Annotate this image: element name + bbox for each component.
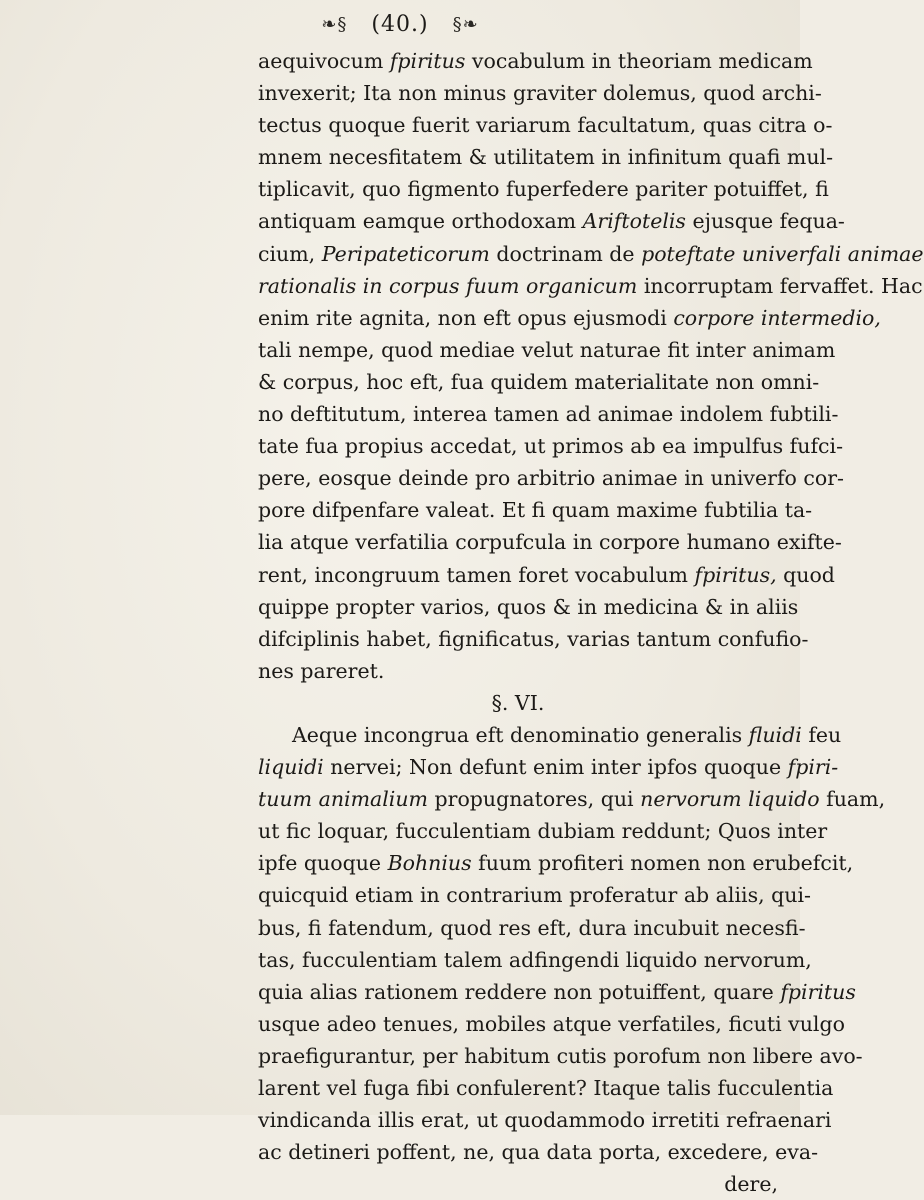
- text-segment: pere, eosque deinde pro arbitrio animae in univerfo cor-: [258, 466, 844, 491]
- text-segment: vocabulum in theoriam medicam: [465, 49, 813, 73]
- text-segment: fpiritus: [389, 49, 466, 73]
- text-segment: nes pareret.: [258, 658, 385, 683]
- text-segment: tate fua propius accedat, ut primos ab ea impulfus fufci-: [258, 434, 844, 459]
- catchword-line: [258, 1168, 778, 1200]
- text-segment: ut fic loquar, fucculentiam dubiam reddunt; Quos inter: [258, 819, 828, 844]
- text-segment: Aeque incongrua eft denominatio generalis: [292, 722, 749, 747]
- text-line: [258, 719, 842, 751]
- text-segment: invexerit; Ita non minus graviter dolemus, quod archi-: [258, 81, 822, 106]
- text-line: [258, 879, 811, 911]
- text-segment: enim rite agnita, non eft opus ejusmodi: [258, 305, 674, 330]
- text-segment: tectus quoque fuerit variarum facultatum, quas citra o-: [258, 113, 833, 138]
- text-line: [258, 77, 822, 109]
- page-header: [0, 10, 800, 40]
- text-line: [258, 1104, 832, 1136]
- section-heading: [258, 687, 778, 719]
- text-segment: lia atque verfatilia corpufcula in corpore humano exifte-: [258, 530, 842, 555]
- text-segment: tiplicavit, quo figmento fuperfedere pariter potuiffet, fi: [258, 177, 829, 202]
- text-line: [258, 45, 813, 77]
- text-segment: Ariftotelis: [582, 209, 686, 234]
- text-line: [258, 623, 809, 655]
- text-segment: doctrinam de: [489, 241, 642, 266]
- text-segment: pore difpenfare valeat. Et fi quam maxime fubtilia ta-: [258, 498, 813, 523]
- text-line: [258, 655, 778, 687]
- text-segment: tali nempe, quod mediae velut naturae fit inter animam: [258, 337, 836, 362]
- text-line: [258, 334, 836, 366]
- text-line: [258, 1008, 845, 1040]
- text-line: [258, 366, 820, 398]
- text-segment: rent, incongruum tamen foret vocabulum: [258, 562, 695, 587]
- text-segment: praefigurantur, per habitum cutis porofum non libere avo-: [258, 1043, 863, 1068]
- text-line: [258, 109, 833, 141]
- text-segment: fuam,: [819, 787, 886, 812]
- text-line: [258, 430, 844, 462]
- text-segment: incorruptam fervaffet. Hac: [637, 273, 923, 298]
- text-line: [258, 1040, 863, 1072]
- text-line: [258, 591, 799, 623]
- text-segment: mnem necesfitatem & utilitatem in infinitum quafi mul-: [258, 145, 834, 170]
- text-segment: bus, fi fatendum, quod res eft, dura incubuit necesfi-: [258, 915, 806, 940]
- text-segment: fuum profiteri nomen non erubefcit,: [471, 851, 854, 876]
- text-segment: usque adeo tenues, mobiles atque verfatiles, ficuti vulgo: [258, 1011, 845, 1036]
- text-segment: no deftitutum, interea tamen ad animae indolem fubtili-: [258, 402, 839, 427]
- text-line: [258, 783, 886, 815]
- text-line: [258, 1136, 819, 1168]
- text-segment: nervorum liquido: [640, 787, 820, 812]
- text-segment: corpore intermedio,: [673, 305, 881, 330]
- page-number: (40.): [371, 12, 429, 37]
- text-line: [258, 141, 834, 173]
- text-segment: rationalis in corpus fuum organicum: [258, 273, 638, 298]
- text-segment: poteftate univerfali animae: [641, 241, 924, 266]
- fleuron-ornament-right: §❧: [452, 14, 479, 35]
- text-segment: fpiritus,: [694, 562, 777, 587]
- text-segment: larent vel fuga fibi confulerent? Itaque talis fucculentia: [258, 1076, 834, 1100]
- text-segment: tas, fucculentiam talem adfingendi liquido nervorum,: [258, 947, 812, 972]
- text-segment: quod: [776, 562, 835, 587]
- text-segment: fpiritus: [780, 979, 856, 1004]
- text-segment: propugnatores, qui: [428, 787, 641, 812]
- text-line: [258, 238, 924, 270]
- text-segment: nervei; Non defunt enim inter ipfos quoque: [323, 755, 788, 780]
- text-segment: antiquam eamque orthodoxam: [258, 209, 583, 234]
- text-segment: quia alias rationem reddere non potuiffent, quare: [258, 979, 781, 1004]
- text-line: [258, 494, 813, 526]
- text-line: [258, 944, 812, 976]
- text-segment: quicquid etiam in contrarium proferatur ab aliis, qui-: [258, 883, 811, 908]
- text-line: [258, 976, 856, 1008]
- text-segment: dere,: [724, 1172, 778, 1197]
- text-line: [258, 462, 844, 494]
- text-segment: liquidi: [258, 755, 324, 780]
- text-segment: feu: [801, 722, 842, 747]
- text-line: [258, 1072, 834, 1104]
- text-segment: Bohnius: [387, 851, 472, 876]
- text-line: [258, 173, 829, 205]
- text-line: [258, 815, 828, 847]
- text-line: [258, 398, 839, 430]
- text-segment: ejusque fequa-: [685, 209, 845, 234]
- text-segment: ac detineri poffent, ne, qua data porta, excedere, eva-: [258, 1140, 819, 1165]
- text-line: [258, 270, 923, 302]
- text-segment: cium,: [258, 241, 322, 266]
- fleuron-ornament-left: ❧§: [321, 14, 348, 35]
- text-line: [258, 751, 839, 783]
- text-segment: aequivocum: [258, 49, 390, 73]
- text-segment: fluidi: [748, 722, 802, 747]
- text-line: [258, 559, 835, 591]
- text-line: [258, 302, 881, 334]
- text-segment: quippe propter varios, quos & in medicina & in aliis: [258, 594, 799, 619]
- text-segment: ipfe quoque: [258, 851, 388, 876]
- text-segment: Peripateticorum: [321, 241, 490, 266]
- text-segment: tuum animalium: [258, 787, 428, 812]
- text-line: [258, 205, 845, 237]
- body-text: [258, 45, 924, 1200]
- text-segment: fpiri-: [787, 755, 839, 780]
- text-line: [258, 526, 842, 558]
- text-segment: vindicanda illis erat, ut quodammodo irretiti refraenari: [258, 1108, 832, 1133]
- text-segment: difciplinis habet, fignificatus, varias tantum confufio-: [258, 626, 809, 651]
- text-line: [258, 912, 806, 944]
- text-segment: & corpus, hoc eft, fua quidem materialitate non omni-: [258, 369, 820, 394]
- text-segment: §. VI.: [491, 690, 545, 715]
- text-line: [258, 847, 854, 879]
